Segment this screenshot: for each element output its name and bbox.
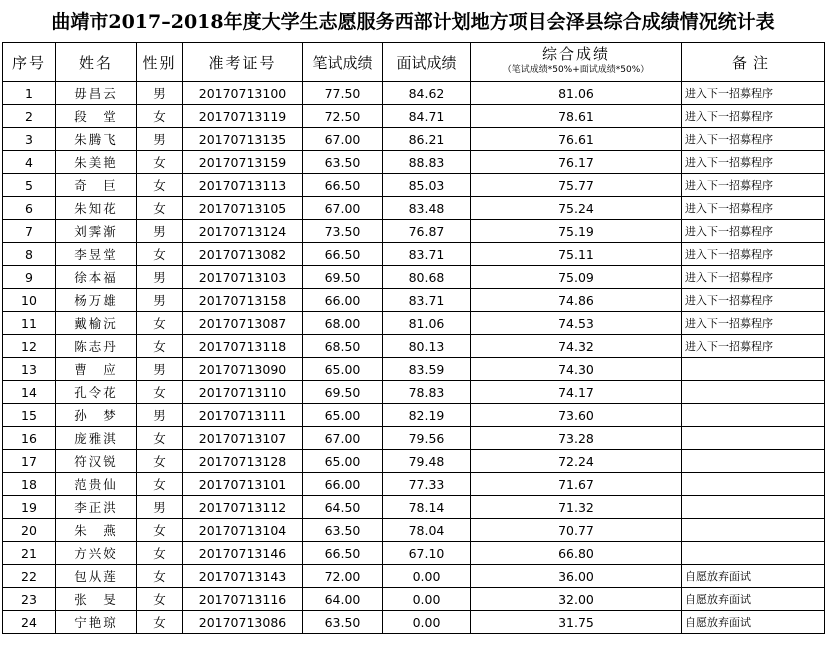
cell-remark: 进入下一招募程序 — [682, 197, 825, 220]
cell-remark — [682, 381, 825, 404]
cell-name: 范贵仙 — [56, 473, 137, 496]
header-gender: 性别 — [137, 43, 183, 82]
cell-name: 孙 梦 — [56, 404, 137, 427]
table-row — [3, 565, 825, 588]
table-row — [3, 174, 825, 197]
cell-combined: 74.86 — [471, 289, 682, 312]
cell-interview: 83.59 — [383, 358, 471, 381]
cell-combined: 74.53 — [471, 312, 682, 335]
table-row — [3, 427, 825, 450]
table-row — [3, 542, 825, 565]
cell-remark: 自愿放弃面试 — [682, 611, 825, 634]
cell-seq: 22 — [3, 565, 56, 588]
cell-exam-id: 20170713143 — [183, 565, 303, 588]
cell-gender: 男 — [137, 358, 183, 381]
cell-interview: 78.83 — [383, 381, 471, 404]
cell-interview: 83.71 — [383, 289, 471, 312]
cell-seq: 7 — [3, 220, 56, 243]
cell-gender: 女 — [137, 381, 183, 404]
cell-seq: 12 — [3, 335, 56, 358]
cell-written: 68.00 — [303, 312, 383, 335]
table-row — [3, 266, 825, 289]
cell-interview: 83.71 — [383, 243, 471, 266]
cell-seq: 24 — [3, 611, 56, 634]
header-name: 姓名 — [56, 43, 137, 82]
cell-remark — [682, 519, 825, 542]
cell-interview: 82.19 — [383, 404, 471, 427]
cell-gender: 男 — [137, 82, 183, 105]
cell-gender: 男 — [137, 128, 183, 151]
cell-exam-id: 20170713090 — [183, 358, 303, 381]
cell-seq: 20 — [3, 519, 56, 542]
table-row — [3, 404, 825, 427]
cell-exam-id: 20170713124 — [183, 220, 303, 243]
table-body — [3, 82, 825, 634]
cell-written: 66.00 — [303, 473, 383, 496]
cell-seq: 16 — [3, 427, 56, 450]
cell-interview: 80.68 — [383, 266, 471, 289]
cell-interview: 79.48 — [383, 450, 471, 473]
header-remark: 备注 — [682, 43, 825, 82]
cell-seq: 18 — [3, 473, 56, 496]
cell-combined: 71.32 — [471, 496, 682, 519]
cell-combined: 32.00 — [471, 588, 682, 611]
cell-gender: 女 — [137, 174, 183, 197]
cell-remark: 进入下一招募程序 — [682, 151, 825, 174]
header-exam-id: 准考证号 — [183, 43, 303, 82]
cell-written: 63.50 — [303, 151, 383, 174]
cell-gender: 女 — [137, 312, 183, 335]
cell-interview: 0.00 — [383, 611, 471, 634]
cell-written: 77.50 — [303, 82, 383, 105]
cell-remark: 进入下一招募程序 — [682, 266, 825, 289]
cell-exam-id: 20170713111 — [183, 404, 303, 427]
cell-seq: 9 — [3, 266, 56, 289]
cell-name: 符汉锐 — [56, 450, 137, 473]
cell-combined: 75.19 — [471, 220, 682, 243]
cell-remark — [682, 542, 825, 565]
cell-written: 64.50 — [303, 496, 383, 519]
cell-name: 戴榆沅 — [56, 312, 137, 335]
cell-written: 67.00 — [303, 128, 383, 151]
cell-exam-id: 20170713135 — [183, 128, 303, 151]
cell-combined: 76.61 — [471, 128, 682, 151]
cell-written: 63.50 — [303, 519, 383, 542]
cell-remark — [682, 473, 825, 496]
cell-combined: 75.11 — [471, 243, 682, 266]
cell-gender: 女 — [137, 427, 183, 450]
cell-name: 毋昌云 — [56, 82, 137, 105]
cell-interview: 88.83 — [383, 151, 471, 174]
table-row — [3, 151, 825, 174]
table-row — [3, 496, 825, 519]
cell-seq: 10 — [3, 289, 56, 312]
table-row — [3, 289, 825, 312]
cell-name: 李昱堂 — [56, 243, 137, 266]
cell-combined: 75.09 — [471, 266, 682, 289]
cell-gender: 女 — [137, 335, 183, 358]
cell-combined: 72.24 — [471, 450, 682, 473]
cell-combined: 75.24 — [471, 197, 682, 220]
cell-seq: 4 — [3, 151, 56, 174]
cell-exam-id: 20170713113 — [183, 174, 303, 197]
cell-gender: 女 — [137, 243, 183, 266]
cell-name: 包从莲 — [56, 565, 137, 588]
cell-name: 段 堂 — [56, 105, 137, 128]
cell-remark: 进入下一招募程序 — [682, 312, 825, 335]
cell-gender: 女 — [137, 611, 183, 634]
cell-combined: 75.77 — [471, 174, 682, 197]
table-row — [3, 450, 825, 473]
table-row — [3, 128, 825, 151]
sheet-title: 曲靖市2017–2018年度大学生志愿服务西部计划地方项目会泽县综合成绩情况统计表 — [51, 11, 775, 33]
header-row — [3, 43, 825, 82]
cell-seq: 19 — [3, 496, 56, 519]
cell-exam-id: 20170713100 — [183, 82, 303, 105]
cell-name: 曹 应 — [56, 358, 137, 381]
cell-interview: 80.13 — [383, 335, 471, 358]
cell-name: 张 旻 — [56, 588, 137, 611]
cell-remark — [682, 404, 825, 427]
cell-gender: 女 — [137, 542, 183, 565]
cell-remark: 进入下一招募程序 — [682, 174, 825, 197]
cell-remark: 进入下一招募程序 — [682, 105, 825, 128]
cell-exam-id: 20170713158 — [183, 289, 303, 312]
cell-exam-id: 20170713146 — [183, 542, 303, 565]
table-row — [3, 82, 825, 105]
cell-exam-id: 20170713107 — [183, 427, 303, 450]
cell-exam-id: 20170713103 — [183, 266, 303, 289]
cell-name: 杨万雄 — [56, 289, 137, 312]
cell-written: 69.50 — [303, 266, 383, 289]
table-row — [3, 335, 825, 358]
cell-written: 66.50 — [303, 243, 383, 266]
cell-combined: 71.67 — [471, 473, 682, 496]
cell-seq: 6 — [3, 197, 56, 220]
cell-remark: 进入下一招募程序 — [682, 82, 825, 105]
table-row — [3, 220, 825, 243]
cell-interview: 84.71 — [383, 105, 471, 128]
table-row — [3, 588, 825, 611]
cell-seq: 11 — [3, 312, 56, 335]
header-combined-label: 综合成绩 — [541, 45, 610, 63]
cell-combined: 78.61 — [471, 105, 682, 128]
cell-seq: 1 — [3, 82, 56, 105]
cell-exam-id: 20170713105 — [183, 197, 303, 220]
cell-interview: 78.14 — [383, 496, 471, 519]
table-row — [3, 105, 825, 128]
cell-remark: 进入下一招募程序 — [682, 128, 825, 151]
cell-interview: 85.03 — [383, 174, 471, 197]
cell-seq: 8 — [3, 243, 56, 266]
cell-combined: 66.80 — [471, 542, 682, 565]
cell-written: 67.00 — [303, 427, 383, 450]
cell-remark: 进入下一招募程序 — [682, 243, 825, 266]
cell-seq: 23 — [3, 588, 56, 611]
cell-remark — [682, 427, 825, 450]
table-row — [3, 611, 825, 634]
cell-name: 宁艳琼 — [56, 611, 137, 634]
cell-seq: 13 — [3, 358, 56, 381]
cell-seq: 14 — [3, 381, 56, 404]
cell-name: 庞雅淇 — [56, 427, 137, 450]
cell-written: 73.50 — [303, 220, 383, 243]
cell-seq: 21 — [3, 542, 56, 565]
cell-seq: 5 — [3, 174, 56, 197]
cell-written: 72.50 — [303, 105, 383, 128]
cell-name: 徐本福 — [56, 266, 137, 289]
cell-name: 奇 巨 — [56, 174, 137, 197]
score-table — [2, 42, 825, 634]
cell-interview: 78.04 — [383, 519, 471, 542]
cell-interview: 77.33 — [383, 473, 471, 496]
header-combined — [471, 43, 682, 82]
cell-exam-id: 20170713116 — [183, 588, 303, 611]
cell-gender: 女 — [137, 519, 183, 542]
cell-exam-id: 20170713112 — [183, 496, 303, 519]
cell-combined: 81.06 — [471, 82, 682, 105]
cell-gender: 男 — [137, 404, 183, 427]
cell-interview: 81.06 — [383, 312, 471, 335]
table-row — [3, 312, 825, 335]
cell-combined: 36.00 — [471, 565, 682, 588]
cell-remark: 进入下一招募程序 — [682, 289, 825, 312]
cell-exam-id: 20170713087 — [183, 312, 303, 335]
cell-gender: 女 — [137, 565, 183, 588]
cell-interview: 0.00 — [383, 565, 471, 588]
cell-remark: 进入下一招募程序 — [682, 220, 825, 243]
cell-gender: 女 — [137, 197, 183, 220]
cell-interview: 79.56 — [383, 427, 471, 450]
cell-interview: 83.48 — [383, 197, 471, 220]
table-row — [3, 519, 825, 542]
cell-remark: 进入下一招募程序 — [682, 335, 825, 358]
cell-written: 63.50 — [303, 611, 383, 634]
cell-gender: 女 — [137, 105, 183, 128]
cell-interview: 86.21 — [383, 128, 471, 151]
cell-name: 陈志丹 — [56, 335, 137, 358]
table-row — [3, 197, 825, 220]
cell-gender: 女 — [137, 151, 183, 174]
cell-name: 朱腾飞 — [56, 128, 137, 151]
cell-interview: 84.62 — [383, 82, 471, 105]
cell-gender: 男 — [137, 289, 183, 312]
cell-gender: 男 — [137, 496, 183, 519]
cell-combined: 70.77 — [471, 519, 682, 542]
cell-exam-id: 20170713159 — [183, 151, 303, 174]
table-row — [3, 358, 825, 381]
cell-exam-id: 20170713104 — [183, 519, 303, 542]
cell-written: 66.00 — [303, 289, 383, 312]
cell-name: 刘霁渐 — [56, 220, 137, 243]
cell-seq: 3 — [3, 128, 56, 151]
cell-written: 66.50 — [303, 542, 383, 565]
table-row — [3, 381, 825, 404]
cell-gender: 女 — [137, 450, 183, 473]
cell-remark — [682, 450, 825, 473]
cell-name: 李正洪 — [56, 496, 137, 519]
cell-exam-id: 20170713110 — [183, 381, 303, 404]
cell-written: 65.00 — [303, 450, 383, 473]
cell-name: 朱 燕 — [56, 519, 137, 542]
cell-combined: 76.17 — [471, 151, 682, 174]
cell-name: 孔令花 — [56, 381, 137, 404]
cell-combined: 74.17 — [471, 381, 682, 404]
cell-combined: 73.28 — [471, 427, 682, 450]
cell-gender: 男 — [137, 220, 183, 243]
cell-combined: 73.60 — [471, 404, 682, 427]
cell-remark: 自愿放弃面试 — [682, 588, 825, 611]
cell-seq: 17 — [3, 450, 56, 473]
header-seq: 序号 — [3, 43, 56, 82]
table-row — [3, 243, 825, 266]
cell-name: 朱知花 — [56, 197, 137, 220]
cell-written: 67.00 — [303, 197, 383, 220]
cell-written: 68.50 — [303, 335, 383, 358]
cell-exam-id: 20170713118 — [183, 335, 303, 358]
cell-interview: 76.87 — [383, 220, 471, 243]
table-row — [3, 473, 825, 496]
cell-exam-id: 20170713128 — [183, 450, 303, 473]
cell-remark — [682, 358, 825, 381]
cell-written: 72.00 — [303, 565, 383, 588]
cell-combined: 74.30 — [471, 358, 682, 381]
cell-written: 65.00 — [303, 404, 383, 427]
header-combined-formula: （笔试成绩*50%+面试成绩*50%） — [502, 65, 650, 75]
cell-interview: 67.10 — [383, 542, 471, 565]
cell-exam-id: 20170713082 — [183, 243, 303, 266]
cell-gender: 女 — [137, 588, 183, 611]
cell-name: 方兴姣 — [56, 542, 137, 565]
cell-name: 朱美艳 — [56, 151, 137, 174]
cell-combined: 31.75 — [471, 611, 682, 634]
cell-written: 64.00 — [303, 588, 383, 611]
cell-exam-id: 20170713101 — [183, 473, 303, 496]
cell-written: 69.50 — [303, 381, 383, 404]
cell-exam-id: 20170713086 — [183, 611, 303, 634]
cell-written: 66.50 — [303, 174, 383, 197]
header-written: 笔试成绩 — [303, 43, 383, 82]
cell-combined: 74.32 — [471, 335, 682, 358]
cell-gender: 女 — [137, 473, 183, 496]
cell-interview: 0.00 — [383, 588, 471, 611]
header-interview: 面试成绩 — [383, 43, 471, 82]
cell-remark: 自愿放弃面试 — [682, 565, 825, 588]
cell-seq: 15 — [3, 404, 56, 427]
cell-gender: 男 — [137, 266, 183, 289]
cell-written: 65.00 — [303, 358, 383, 381]
cell-remark — [682, 496, 825, 519]
cell-seq: 2 — [3, 105, 56, 128]
cell-exam-id: 20170713119 — [183, 105, 303, 128]
